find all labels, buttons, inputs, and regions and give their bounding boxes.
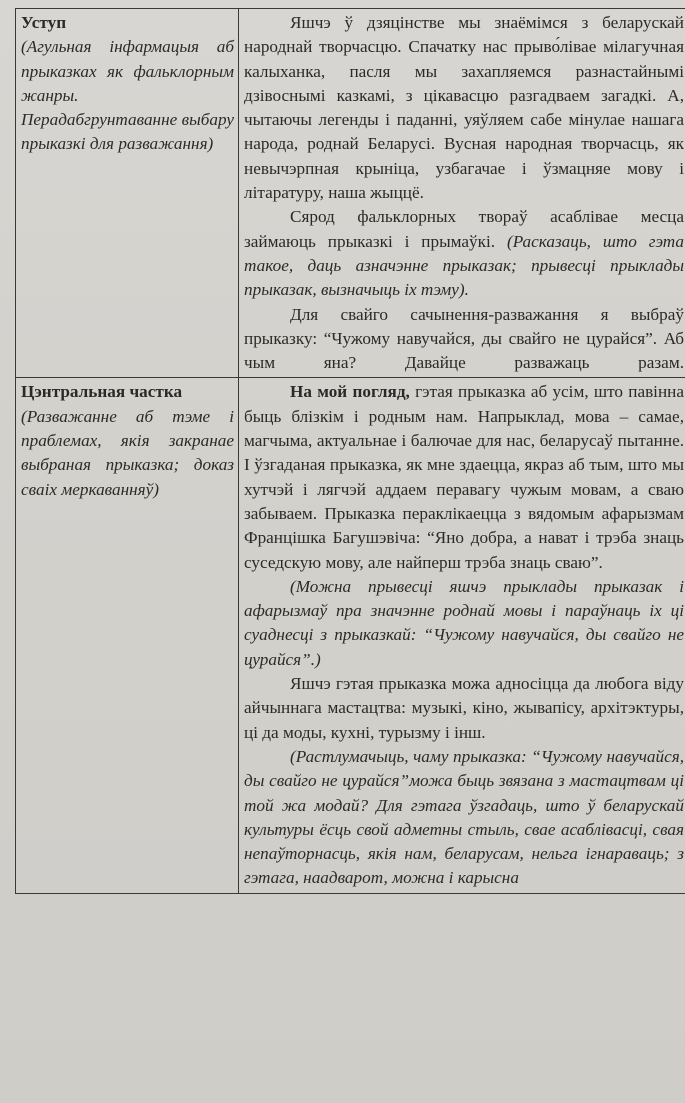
section-content-cell: [239, 9, 685, 378]
essay-plan-table: [15, 8, 685, 894]
paragraph-text: Для свайго сачынення-разважання я выбраў прыказку: “Чужому навучайся, ды свайго не цурайся”. Аб чым яна? Давайце разважаць разам.: [244, 304, 684, 373]
paragraph: [244, 11, 684, 205]
paragraph: [244, 745, 684, 891]
table-row: [16, 9, 685, 378]
paragraph-italic-note: (Расказаць, што гэта такое, даць азначэнне прыказак; прывесці прыклады прыказак, вызначыць іх тэму).: [244, 231, 685, 300]
section-title: Цэнтральная частка: [21, 382, 183, 402]
paragraph-text: гэтая прыказка аб усім, што павінна быць блізкім і родным нам. Напрыклад, мова – самае, магчыма, актуальнае і балючае для нас, беларусаў пытанне. І ўзгаданая прыказка, як мне здаецца, якраз аб тым, што мы хутчэй і лягчэй аддаем перавагу чужым мовам, а сваю забываем. Прыказка пераклікаецца з вядомым афарызмам Францішка Багушэвіча: “Яно добра, а нават і трэба знаць суседскую мову, але найперш трэба знаць сваю”.: [244, 382, 684, 572]
section-description: (Разважанне аб тэме і праблемах, якія закранае выбраная прыказка; доказ сваіх меркаванняў): [21, 406, 234, 499]
section-content-cell: [239, 378, 685, 893]
section-heading-cell: [16, 9, 239, 378]
section-title: Уступ: [21, 13, 67, 32]
paragraph: [244, 575, 684, 672]
table-row: [16, 378, 685, 893]
paragraph-text: Яшчэ гэтая прыказка можа адносіцца да любога віду айчыннага мастацтва: музыкі, кіно, жывапісу, архітэктуры, ці да моды, кухні, турызму і інш.: [244, 674, 684, 742]
paragraph: [244, 380, 684, 574]
paragraph-italic-note: (Можна прывесці яшчэ прыклады прыказак і афарызмаў пра значэнне роднай мовы і параўнаць іх ці суаднесці з прыказкай: “Чужому навучайся, ды свайго не цурайся”.): [244, 576, 684, 669]
paragraph-italic-note: (Растлумачыць, чаму прыказка: “Чужому навучайся, ды свайго не цурайся”можа быць звязана з мастацтвам ці той жа модай? Для гэтага ўзгадаць, што ў беларускай культуры ёсць свой адметны стыль, свае асаблівасці, свая непаўторнасць, якія нам, беларусам, нельга ігнараваць; з гэтага, наадварот, можна і карысна: [244, 746, 684, 888]
paragraph: [244, 205, 684, 302]
paragraph-text: Яшчэ ў дзяцінстве мы знаёмімся з беларускай народнай творчасцю. Спачатку нас прыво́лівае мілагучная калыханка, пасля мы захапляемся разнастайнымі дзівоснымі казкамі, з цікавасцю разгадваем загадкі. А, чытаючы легенды і паданні, уяўляем сабе мінулае нашага народа, роднай Беларусі. Вусная народная творчасць, як невычэрпная крыніца, узбагачае і ўзмацняе мову і літаратуру, наша жыццё.: [244, 13, 684, 203]
section-description: (Агульная інфармацыя аб прыказках як фальклорным жанры. Перадабгрунтаванне выбару прыказкі для разважання): [21, 37, 234, 154]
paragraph: [244, 303, 684, 376]
paragraph: [244, 672, 684, 745]
section-heading-cell: [16, 378, 239, 893]
paragraph-lead: На мой погляд,: [290, 382, 410, 402]
paragraph-text: Сярод фальклорных твораў асаблівае месца займаюць прыказкі і прымаўкі.: [244, 207, 684, 251]
